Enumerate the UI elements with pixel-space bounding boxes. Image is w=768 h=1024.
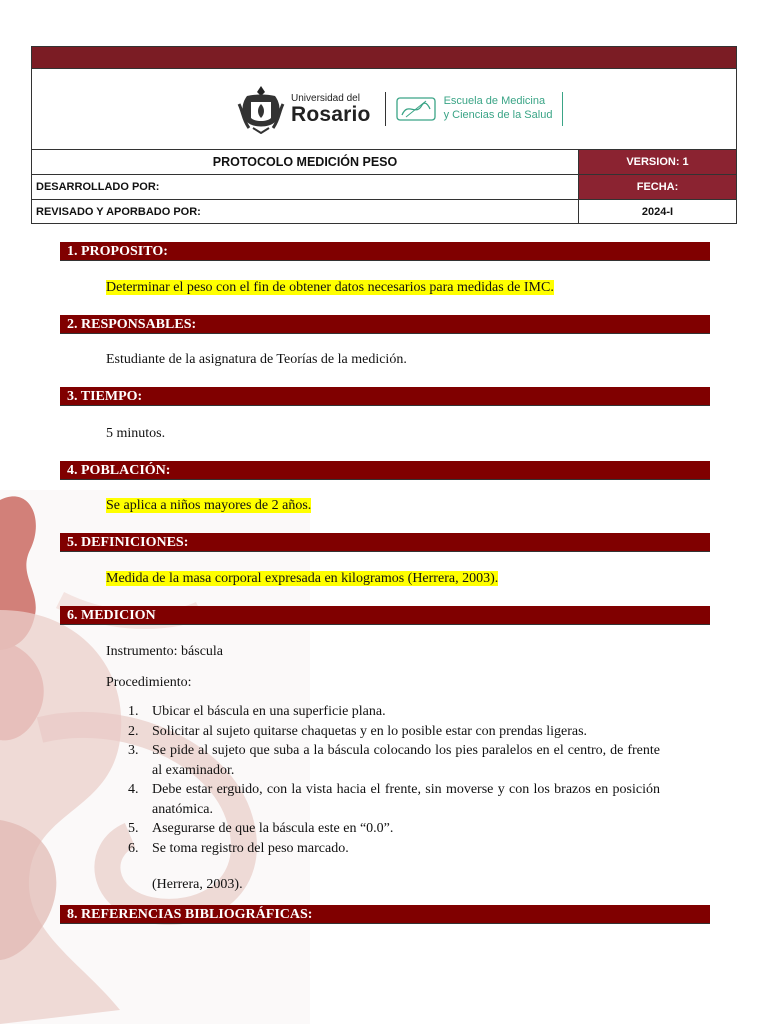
period-value: 2024-I (641, 205, 674, 218)
definitions-text (106, 571, 498, 587)
list-item: 5. Asegurarse de que la báscula este en “0.0”. (128, 821, 394, 836)
instrument-text: Instrumento: báscula (106, 644, 224, 659)
school-name-line1: Escuela de Medicina (443, 95, 546, 108)
school-logo-icon (396, 95, 436, 123)
population-highlight: Se aplica a niños mayores de 2 años. (106, 498, 312, 513)
list-item: 2. Solicitar al sujeto quitarse chaquetas y en lo posible estar con prendas ligeras. (128, 723, 588, 739)
date-label: FECHA: (579, 175, 736, 199)
developed-by-label: DESARROLLADO POR: (32, 175, 579, 199)
protocol-title: PROTOCOLO MEDICIÓN PESO (32, 150, 579, 174)
list-item: 4. Debe estar erguido, con la vista hacia el frente, sin moverse y con los brazos en posición anatómica. (128, 782, 660, 817)
definitions-highlight: Medida de la masa corporal expresada en kilogramos (Herrera, 2003). (106, 571, 499, 586)
list-item: 6. Se toma registro del peso marcado. (128, 840, 349, 856)
list-item: 3. Se pide al sujeto que suba a la báscula colocando los pies paralelos en el centro, de frente al examinador. (128, 743, 660, 778)
section-responsibles-header: 2. RESPONSABLES: (60, 315, 710, 334)
section-references-header: 8. REFERENCIAS BIBLIOGRÁFICAS: (60, 905, 710, 924)
procedure-steps (128, 702, 660, 858)
header-table (31, 46, 737, 224)
list-item: 1. Ubicar el báscula en una superficie plana. (128, 704, 386, 719)
procedure-label: Procedimiento: (106, 675, 192, 690)
school-name-line2: y Ciencias de la Salud (443, 109, 553, 121)
reviewed-label: REVISADO Y APORBADO POR: (32, 200, 579, 223)
school-divider (562, 92, 563, 126)
university-name: Rosario (291, 102, 371, 126)
purpose-highlight: Determinar el peso con el fin de obtener datos necesarios para medidas de IMC. (106, 280, 554, 295)
header-row-title (32, 150, 736, 175)
university-crest-icon (237, 84, 285, 134)
section-measurement-header: 6. MEDICION (60, 606, 710, 625)
section-time-header: 3. TIEMPO: (60, 387, 710, 406)
header-band (32, 47, 736, 69)
header-row-developed (32, 175, 736, 200)
university-name-small: Universidad del (291, 92, 360, 104)
header-row-reviewed (32, 200, 736, 223)
logo-row (32, 69, 736, 150)
citation-text: (Herrera, 2003). (152, 877, 243, 892)
section-purpose-header: 1. PROPOSITO: (60, 242, 710, 261)
logo-divider (385, 92, 386, 126)
time-text: 5 minutos. (106, 426, 166, 441)
responsibles-text: Estudiante de la asignatura de Teorías de la medición. (106, 352, 407, 367)
section-definitions-header: 5. DEFINICIONES: (60, 533, 710, 552)
population-text (106, 498, 311, 514)
section-population-header: 4. POBLACIÓN: (60, 461, 710, 480)
purpose-text (106, 280, 554, 296)
version-label: VERSION: 1 (579, 150, 736, 174)
